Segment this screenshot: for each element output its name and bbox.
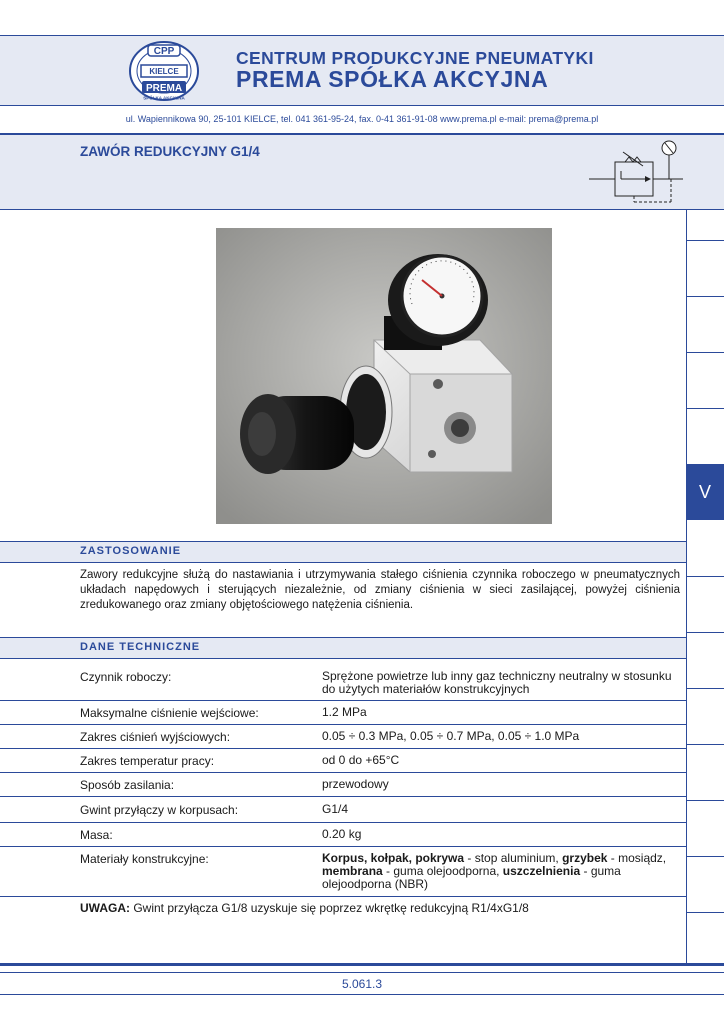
spec-value: od 0 do +65°C <box>322 753 400 767</box>
product-title: ZAWÓR REDUKCYJNY G1/4 <box>80 144 260 159</box>
regulator-symbol-icon <box>585 138 687 210</box>
spec-value: 0.20 kg <box>322 827 362 841</box>
spec-label: Zakres ciśnień wyjściowych: <box>80 730 231 744</box>
svg-text:PREMA: PREMA <box>145 83 183 94</box>
material-part: uszczelnienia <box>502 864 581 878</box>
material-desc: - mosiądz, <box>607 851 667 865</box>
spec-label: Materiały konstrukcyjne: <box>80 852 209 866</box>
company-address: ul. Wapiennikowa 90, 25-101 KIELCE, tel. 041 361-95-24, fax. 0-41 361-91-08 www.prema.pl e-mail: prema@prema.pl <box>125 114 599 124</box>
spec-note <box>80 901 529 915</box>
index-mark <box>687 912 724 913</box>
index-mark <box>687 296 724 297</box>
spec-row <box>0 725 686 749</box>
spec-label: Czynnik roboczy: <box>80 670 172 684</box>
index-mark <box>687 800 724 801</box>
spec-row <box>0 823 686 847</box>
company-title-line1: CENTRUM PRODUKCYJNE PNEUMATYKI <box>236 48 594 68</box>
specs-heading: DANE TECHNICZNE <box>80 641 201 653</box>
spec-value: G1/4 <box>322 802 349 816</box>
note-text: Gwint przyłącza G1/8 uzyskuje się poprzez wkrętkę redukcyjną R1/4xG1/8 <box>130 901 529 915</box>
material-part: grzybek <box>562 851 608 865</box>
specs-heading-band <box>0 637 686 659</box>
header-bottom-rule <box>0 105 724 106</box>
index-mark <box>687 632 724 633</box>
spec-value: 0.05 ÷ 0.3 MPa, 0.05 ÷ 0.7 MPa, 0.05 ÷ 1.0 MPa <box>322 729 580 743</box>
spec-row-materials <box>0 847 686 897</box>
spec-label: Maksymalne ciśnienie wejściowe: <box>80 706 259 720</box>
svg-text:SPÓŁKA AKCYJNA: SPÓŁKA AKCYJNA <box>143 95 185 101</box>
note-label: UWAGA: <box>80 901 130 915</box>
spec-label: Gwint przyłączy w korpusach: <box>80 803 239 817</box>
spec-value-materials <box>322 852 682 891</box>
page-number: 5.061.3 <box>341 977 383 991</box>
material-desc: - guma olejoodporna, <box>382 864 503 878</box>
spec-row <box>0 773 686 797</box>
spec-row <box>0 701 686 725</box>
material-part: Korpus, kołpak, pokrywa <box>322 851 465 865</box>
spec-value: 1.2 MPa <box>322 705 367 719</box>
material-desc: - guma olejoodporna (NBR) <box>322 864 621 891</box>
index-mark <box>687 576 724 577</box>
index-mark <box>687 352 724 353</box>
usage-heading-band <box>0 541 686 563</box>
product-photo <box>216 228 552 524</box>
footer-bottom-rule <box>0 994 724 995</box>
svg-text:CPP: CPP <box>153 46 175 57</box>
svg-text:KIELCE: KIELCE <box>149 67 179 76</box>
spec-value: Sprężone powietrze lub inny gaz techniczny neutralny w stosunku do użytych materiałów konstrukcyjnych <box>322 669 672 696</box>
spec-label: Masa: <box>80 828 113 842</box>
company-logo <box>128 40 200 102</box>
index-mark <box>687 408 724 409</box>
spec-row <box>0 749 686 773</box>
usage-text: Zawory redukcyjne służą do nastawiania i utrzymywania stałego ciśnienia czynnika roboczego w pneumatycznych układach napędowych i sterujących niezależnie, od zmiany ciśnienia w sieci zasilającej, powyżej ciśnienia zredukowanego oraz zmiany objętościowego natężenia ciśnienia. <box>80 569 680 611</box>
spec-value: przewodowy <box>322 777 389 791</box>
index-mark <box>687 688 724 689</box>
company-title-line2: PREMA SPÓŁKA AKCYJNA <box>236 66 549 92</box>
index-column <box>686 210 724 965</box>
section-tab-v[interactable]: V <box>686 464 724 520</box>
index-mark <box>687 744 724 745</box>
index-mark <box>687 240 724 241</box>
spec-row <box>0 797 686 823</box>
footer-mid-rule <box>0 972 724 973</box>
material-desc: - stop aluminium, <box>464 851 563 865</box>
header-top-rule <box>0 35 724 36</box>
spec-label: Zakres temperatur pracy: <box>80 754 215 768</box>
spec-row <box>0 664 686 701</box>
index-mark <box>687 856 724 857</box>
usage-heading: ZASTOSOWANIE <box>80 545 182 557</box>
spec-label: Sposób zasilania: <box>80 778 175 792</box>
material-part: membrana <box>322 864 383 878</box>
